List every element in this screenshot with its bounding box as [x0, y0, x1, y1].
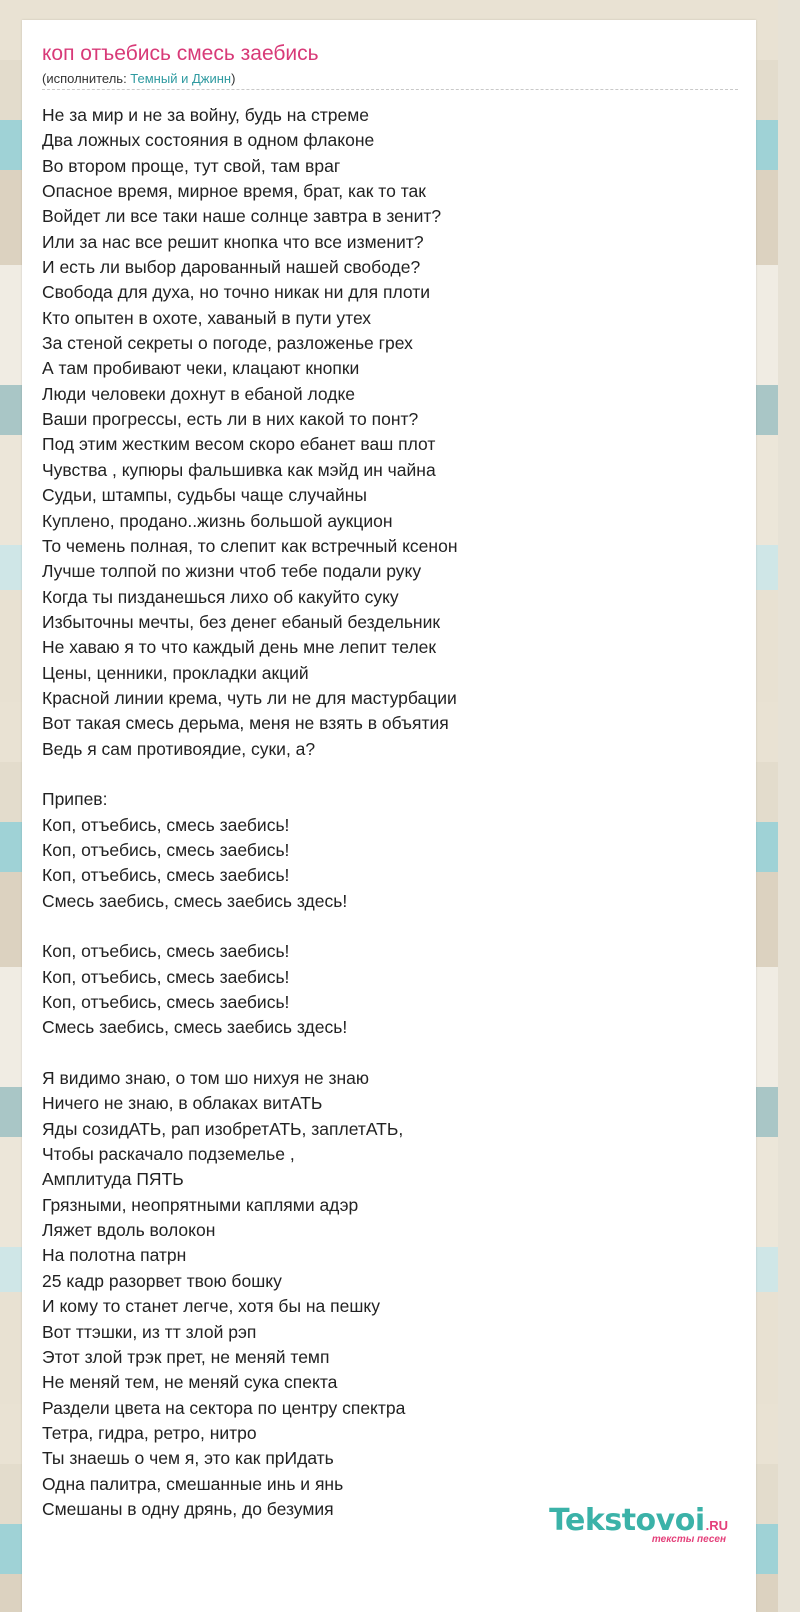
lyrics-line: Свобода для духа, но точно никак ни для плоти: [42, 282, 430, 303]
lyrics-line: Вот такая смесь дерьма, меня не взять в объятия: [42, 713, 449, 734]
lyrics-line: Чтобы раскачало подземелье ,: [42, 1144, 295, 1165]
lyrics-line: Два ложных состояния в одном флаконе: [42, 130, 375, 151]
title-divider: [42, 89, 738, 90]
lyrics-line: Кто опытен в охоте, хаваный в пути утех: [42, 307, 372, 328]
lyrics-line: Во втором проще, тут свой, там враг: [42, 155, 341, 176]
lyrics-line: Припев:: [42, 789, 108, 810]
artist-link[interactable]: Темный и Джинн: [130, 71, 232, 86]
lyrics-line: Ты знаешь о чем я, это как прИдать: [42, 1448, 334, 1469]
lyrics-line: Грязными, неопрятными каплями адэр: [42, 1194, 359, 1215]
lyrics-line: Ведь я сам противоядие, суки, а?: [42, 738, 316, 759]
lyrics-line: То чемень полная, то слепит как встречный ксенон: [42, 535, 458, 556]
lyrics-line: Не за мир и не за войну, будь на стреме: [42, 105, 370, 125]
lyrics-line: Избыточны мечты, без денег ебаный бездельник: [42, 611, 441, 632]
lyrics-line: Я видимо знаю, о том шо нихуя не знаю: [42, 1068, 370, 1089]
lyrics-line: Коп, отъебись, смесь заебись!: [42, 865, 290, 886]
logo-tld: .RU: [705, 1518, 728, 1533]
lyrics-line: Ляжет вдоль волокон: [42, 1220, 216, 1241]
lyrics-line: Тетра, гидра, ретро, нитро: [42, 1422, 257, 1443]
lyrics-line: И есть ли выбор дарованный нашей свободе?: [42, 257, 421, 278]
site-logo[interactable]: [549, 1503, 728, 1545]
lyrics-line: Судьи, штампы, судьбы чаще случайны: [42, 485, 367, 506]
lyrics-line: Ваши прогрессы, есть ли в них какой то понт?: [42, 409, 419, 430]
artist-prefix: (исполнитель:: [42, 71, 131, 86]
lyrics-line: Этот злой трэк прет, не меняй темп: [42, 1346, 330, 1367]
lyrics-line: Красной линии крема, чуть ли не для мастурбации: [42, 687, 457, 708]
lyrics-line: Цены, ценники, прокладки акций: [42, 662, 309, 683]
lyrics-line: Смешаны в одну дрянь, до безумия: [42, 1498, 334, 1519]
lyrics-line: Раздели цвета на сектора по центру спектра: [42, 1397, 406, 1418]
lyrics-line: Смесь заебись, смесь заебись здесь!: [42, 1017, 348, 1038]
lyrics-line: Одна палитра, смешанные инь и янь: [42, 1473, 344, 1494]
lyrics-line: Под этим жестким весом скоро ебанет ваш плот: [42, 434, 436, 455]
song-title: коп отъебись смесь заебись: [42, 42, 319, 65]
lyrics-line: Коп, отъебись, смесь заебись!: [42, 941, 290, 962]
logo-name: Tekstovoi: [549, 1503, 705, 1538]
lyrics-line: Опасное время, мирное время, брат, как то так: [42, 181, 426, 202]
lyrics-line: Когда ты пизданешься лихо об какуйто суку: [42, 586, 399, 607]
lyrics-line: Коп, отъебись, смесь заебись!: [42, 814, 290, 835]
logo-tagline: тексты песен: [651, 1534, 726, 1545]
lyrics-line: 25 кадр разорвет твою бошку: [42, 1270, 282, 1291]
lyrics-line: Чувства , купюры фальшивка как мэйд ин чайна: [42, 459, 436, 480]
lyrics-line: Коп, отъебись, смесь заебись!: [42, 966, 290, 987]
lyrics-line: Войдет ли все таки наше солнце завтра в зенит?: [42, 206, 442, 227]
lyrics-line: Люди человеки дохнут в ебаной лодке: [42, 383, 356, 404]
lyrics-text: [42, 103, 457, 1522]
lyrics-line: За стеной секреты о погоде, разложенье грех: [42, 333, 413, 354]
lyrics-line: Лучше толпой по жизни чтоб тебе подали руку: [42, 561, 422, 582]
lyrics-line: Куплено, продано..жизнь большой аукцион: [42, 510, 393, 531]
lyrics-line: Вот ттэшки, из тт злой рэп: [42, 1321, 257, 1342]
lyrics-line: Или за нас все решит кнопка что все изменит?: [42, 231, 424, 252]
lyrics-line: Яды созидАТЬ, рап изобретАТЬ, заплетАТЬ,: [42, 1118, 404, 1139]
lyrics-line: И кому то станет легче, хотя бы на пешку: [42, 1296, 381, 1317]
lyrics-card: [22, 20, 756, 1612]
lyrics-line: Смесь заебись, смесь заебись здесь!: [42, 890, 348, 911]
lyrics-line: Не хаваю я то что каждый день мне лепит телек: [42, 637, 437, 658]
lyrics-line: Коп, отъебись, смесь заебись!: [42, 992, 290, 1013]
lyrics-line: Не меняй тем, не меняй сука спекта: [42, 1372, 338, 1393]
lyrics-line: А там пробивают чеки, клацают кнопки: [42, 358, 360, 379]
artist-line: [42, 71, 235, 86]
lyrics-line: Амплитуда ПЯТЬ: [42, 1169, 184, 1190]
lyrics-line: На полотна патрн: [42, 1245, 187, 1266]
lyrics-line: Коп, отъебись, смесь заебись!: [42, 839, 290, 860]
lyrics-line: Ничего не знаю, в облаках витАТЬ: [42, 1093, 323, 1114]
artist-suffix: ): [231, 71, 236, 86]
